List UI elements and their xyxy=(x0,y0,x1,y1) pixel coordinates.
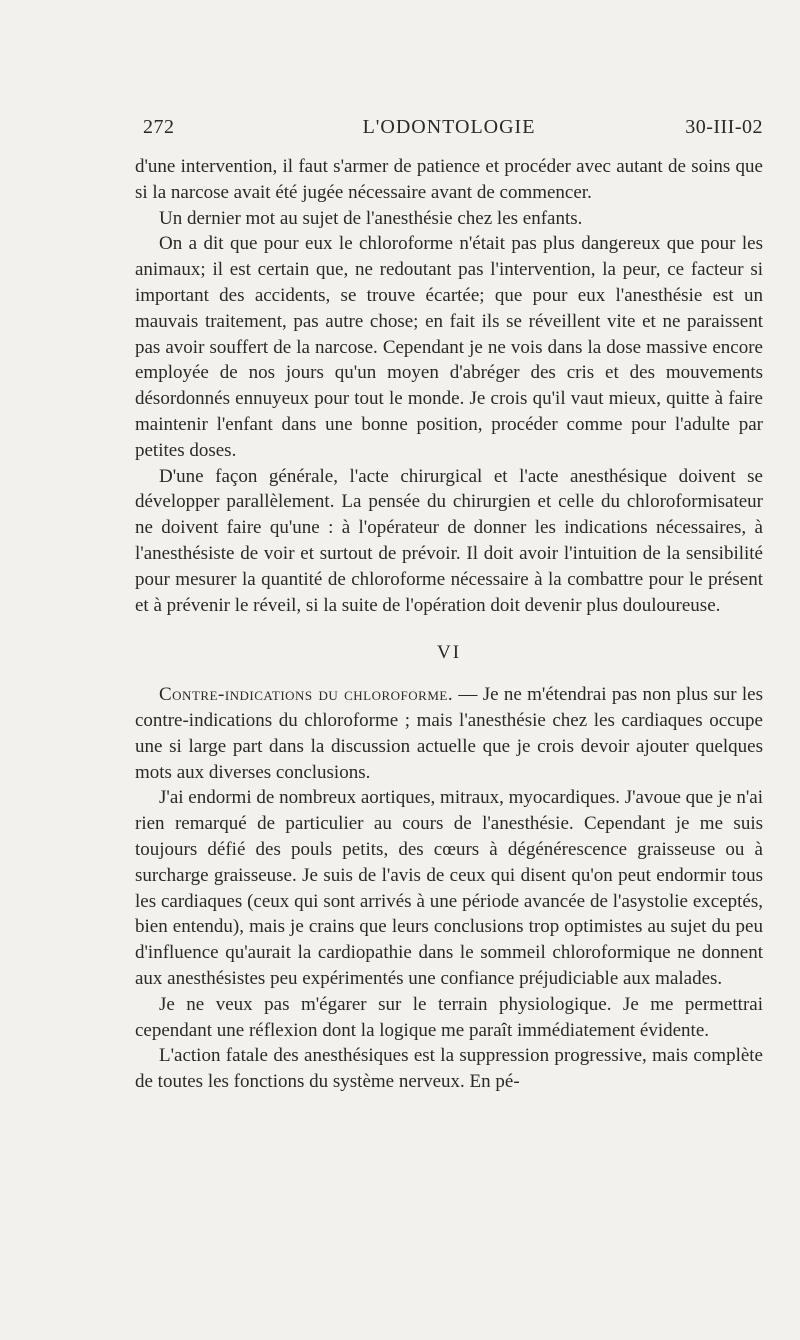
body-text xyxy=(135,154,763,1095)
paragraph: Je ne veux pas m'égarer sur le terrain physiologique. Je me permettrai cependant une réflexion dont la logique me paraît immédiatement évidente. xyxy=(135,993,763,1041)
section-number: VI xyxy=(436,642,462,664)
section-title: Contre-indications du chloroforme. xyxy=(159,684,454,706)
journal-title: L'ODONTOLOGIE xyxy=(362,116,536,138)
book-page xyxy=(135,116,763,1095)
section-intro-paragraph xyxy=(135,682,763,785)
page-number: 272 xyxy=(143,116,175,138)
paragraph: On a dit que pour eux le chloroforme n'était pas plus dangereux que pour les animaux; il est certain que, ne redoutant pas l'intervention, la peur, ce facteur si important des accidents, se trouve écartée; que pour eux l'anesthésie est un mauvais traitement, pas autre chose; en fait ils se réveillent vite et ne paraissent pas avoir souffert de la narcose. Cependant je ne vois dans la dose massive encore employée de nos jours qu'un moyen d'abréger des cris et des mouvements désordonnés ennuyeux pour tout le monde. Je crois qu'il vaut mieux, quitte à faire maintenir l'enfant dans une bonne position, procéder comme pour l'adulte par petites doses. xyxy=(135,233,763,461)
issue-date: 30-III-02 xyxy=(685,116,763,138)
paragraph: L'action fatale des anesthésiques est la suppression progressive, mais complète de toutes les fonctions du système nerveux. En pé- xyxy=(135,1045,763,1093)
paragraph: D'une façon générale, l'acte chirurgical et l'acte anesthésique doivent se développer parallèlement. La pensée du chirurgien et celle du chloroformisateur ne doivent faire qu'une : à l'opérateur de donner les indications nécessaires, à l'anesthésiste de voir et surtout de prévoir. Il doit avoir l'intuition de la sensibilité pour mesurer la quantité de chloroforme nécessaire à la combattre pour le présent et à prévenir le réveil, si la suite de l'opération doit devenir plus douloureuse. xyxy=(135,465,763,616)
paragraph: d'une intervention, il faut s'armer de patience et procéder avec autant de soins que si la narcose avait été jugée nécessaire avant de commencer. xyxy=(135,156,763,203)
paragraph: J'ai endormi de nombreux aortiques, mitraux, myocardiques. J'avoue que je n'ai rien remarqué de particulier au cours de l'anesthésie. Cependant je me suis toujours défié des pouls petits, des cœurs à dégénérescence graisseuse ou à surcharge graisseuse. Je suis de l'avis de ceux qui disent qu'on peut endormir tous les cardiaques (ceux qui sont arrivés à une période avancée de l'asystolie exceptés, bien entendu), mais je crains que leurs conclusions trop optimistes au sujet du peu d'influence qu'aurait la cardiopathie dans le sommeil chloroformique ne donnent aux anesthésistes peu expérimentés une confiance préjudiciable aux malades. xyxy=(135,787,763,989)
running-header xyxy=(135,116,763,146)
section-intro-text: — Je ne m'étendrai pas non plus sur les contre-indications du chloroforme ; mais l'anesthésie chez les cardiaques occupe une si large part dans la discussion actuelle que je crois devoir ajouter quelques mots aux diverses conclusions. xyxy=(135,684,763,783)
paragraph: Un dernier mot au sujet de l'anesthésie chez les enfants. xyxy=(159,207,583,229)
